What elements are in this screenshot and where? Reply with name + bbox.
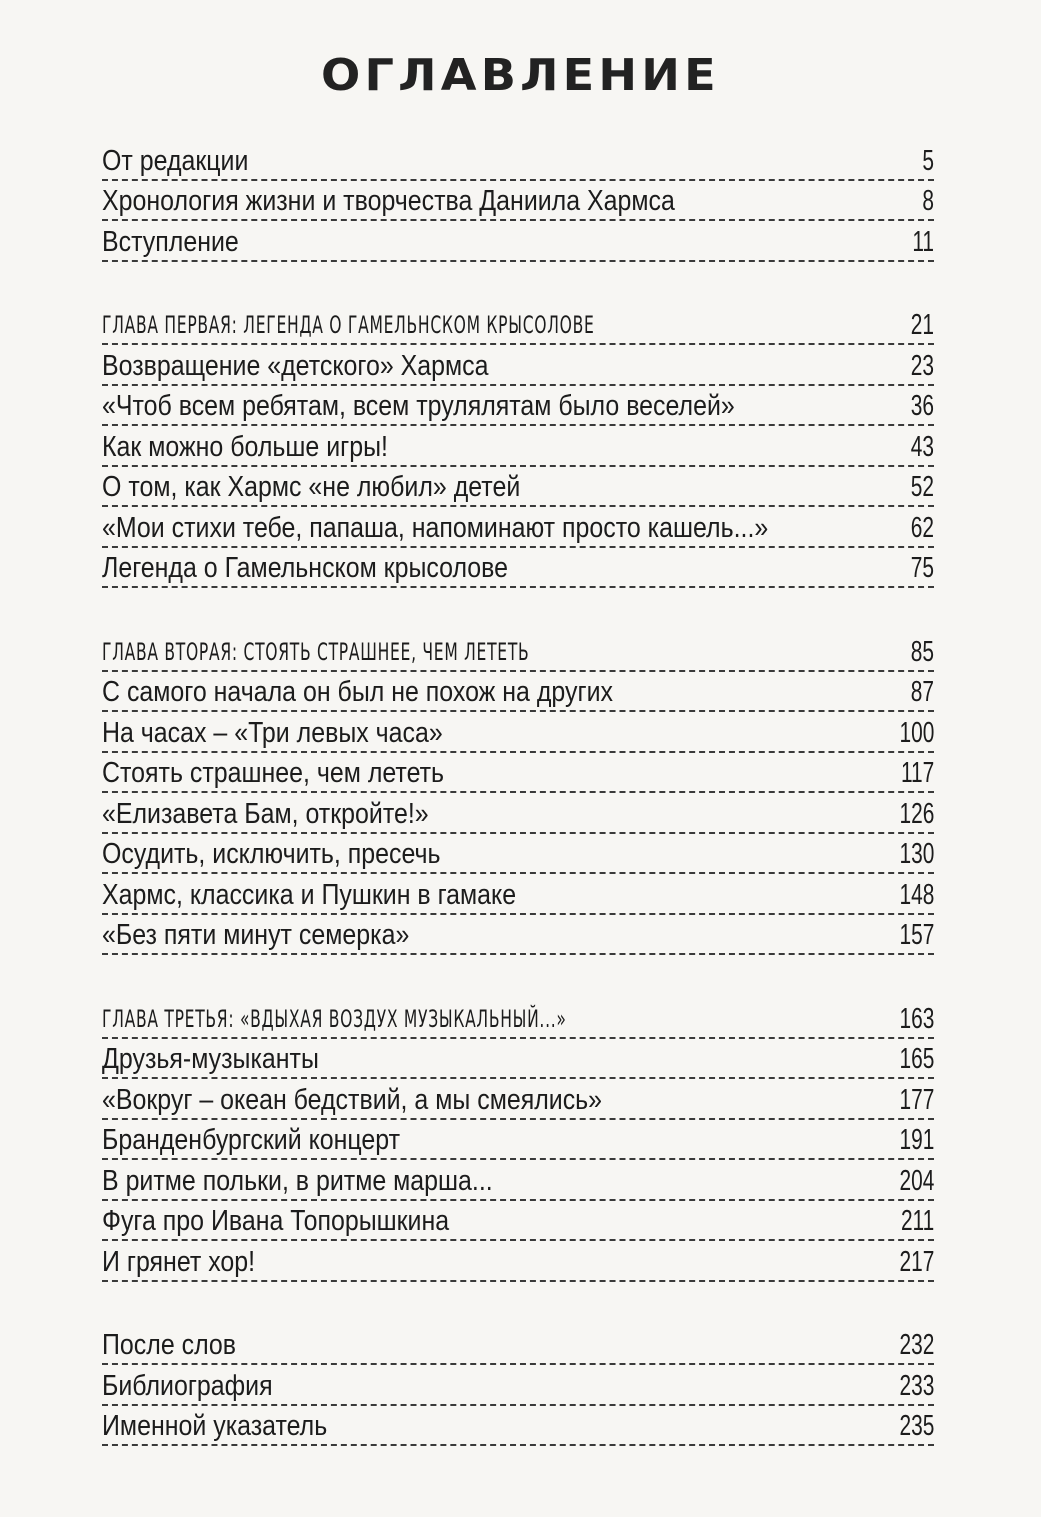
entry-title: Библиография — [102, 1369, 273, 1402]
toc-entry — [102, 1241, 934, 1282]
entry-title: «Чтоб всем ребятам, всем трулялятам было веселей» — [102, 390, 735, 422]
page-number: 217 — [899, 1245, 934, 1278]
page-number: 8 — [922, 185, 934, 217]
toc-section — [102, 631, 934, 955]
toc-entry — [102, 793, 934, 834]
page-number: 21 — [910, 309, 934, 341]
entry-title: После слов — [102, 1329, 237, 1361]
entry-title: Друзья-музыканты — [102, 1043, 319, 1075]
entry-title: «Елизавета Бам, откройте!» — [102, 797, 429, 830]
toc-entry — [102, 221, 934, 262]
page-number: 148 — [899, 878, 934, 911]
toc-chapter-heading — [102, 631, 934, 672]
page-number: 211 — [900, 1205, 934, 1237]
entry-title: На часах – «Три левых часа» — [102, 716, 443, 749]
table-of-contents — [102, 140, 934, 1446]
page-number: 177 — [899, 1083, 934, 1116]
page-number: 163 — [899, 1002, 934, 1035]
section-gap — [102, 955, 934, 998]
toc-entry — [102, 426, 934, 467]
toc-entry — [102, 386, 934, 427]
page-number: 75 — [910, 552, 934, 584]
toc-entry — [102, 1325, 934, 1366]
entry-title: «Без пяти минут семерка» — [102, 919, 410, 951]
page-title: ОГЛАВЛЕНИЕ — [321, 50, 720, 101]
toc-section — [102, 140, 934, 262]
page-number: 191 — [899, 1124, 934, 1156]
entry-title: О том, как Хармс «не любил» детей — [102, 471, 521, 503]
page-number: 165 — [899, 1043, 934, 1075]
toc-chapter-heading — [102, 305, 934, 346]
toc-entry — [102, 1160, 934, 1201]
page-number: 43 — [910, 430, 934, 463]
entry-title: Вступление — [102, 225, 239, 258]
toc-entry — [102, 548, 934, 589]
entry-title: «Мои стихи тебе, папаша, напоминают просто кашель...» — [102, 511, 769, 544]
page-number: 204 — [899, 1164, 934, 1197]
toc-entry — [102, 1079, 934, 1120]
entry-title: В ритме польки, в ритме марша... — [102, 1164, 493, 1197]
entry-title: Стоять страшнее, чем лететь — [102, 757, 445, 789]
page-number: 100 — [899, 716, 934, 749]
entry-title: От редакции — [102, 144, 249, 177]
page-number: 235 — [899, 1410, 934, 1442]
entry-title: Именной указатель — [102, 1410, 328, 1442]
toc-section — [102, 305, 934, 589]
toc-entry — [102, 140, 934, 181]
toc-entry — [102, 1120, 934, 1161]
page-number: 117 — [900, 757, 934, 789]
toc-entry — [102, 753, 934, 794]
entry-title: Возвращение «детского» Хармса — [102, 349, 489, 382]
page-number: 85 — [910, 635, 934, 668]
toc-entry — [102, 672, 934, 713]
entry-title: Осудить, исключить, пресечь — [102, 838, 441, 870]
page-number: 233 — [899, 1369, 934, 1402]
page-number: 36 — [910, 390, 934, 422]
toc-entry — [102, 915, 934, 956]
toc-entry — [102, 507, 934, 548]
toc-section — [102, 998, 934, 1282]
toc-chapter-heading — [102, 998, 934, 1039]
entry-title: Легенда о Гамельнском крысолове — [102, 552, 509, 584]
toc-entry — [102, 345, 934, 386]
section-gap — [102, 588, 934, 631]
entry-title: Бранденбургский концерт — [102, 1124, 401, 1156]
page-number: 5 — [922, 144, 934, 177]
toc-section — [102, 1325, 934, 1447]
page-number: 23 — [910, 349, 934, 382]
toc-entry — [102, 467, 934, 508]
entry-title: С самого начала он был не похож на других — [102, 676, 613, 708]
page-number: 62 — [910, 511, 934, 544]
entry-title: Хронология жизни и творчества Даниила Хармса — [102, 185, 675, 217]
toc-entry — [102, 1406, 934, 1447]
toc-entry — [102, 181, 934, 222]
chapter-title: ГЛАВА ВТОРАЯ: СТОЯТЬ СТРАШНЕЕ, ЧЕМ ЛЕТЕТЬ — [102, 637, 530, 666]
chapter-title: ГЛАВА ТРЕТЬЯ: «ВДЫХАЯ ВОЗДУХ МУЗЫКАЛЬНЫЙ...» — [102, 1004, 567, 1033]
entry-title: Фуга про Ивана Топорышкина — [102, 1205, 450, 1237]
toc-entry — [102, 1201, 934, 1242]
page-number: 11 — [912, 225, 934, 258]
section-gap — [102, 1282, 934, 1325]
page-number: 126 — [899, 797, 934, 830]
page-number: 157 — [899, 919, 934, 951]
entry-title: «Вокруг – океан бедствий, а мы смеялись» — [102, 1083, 603, 1116]
toc-entry — [102, 834, 934, 875]
entry-title: И грянет хор! — [102, 1245, 256, 1278]
toc-entry — [102, 874, 934, 915]
page-number: 52 — [910, 471, 934, 503]
entry-title: Хармс, классика и Пушкин в гамаке — [102, 878, 517, 911]
toc-entry — [102, 712, 934, 753]
toc-entry — [102, 1365, 934, 1406]
entry-title: Как можно больше игры! — [102, 430, 388, 463]
page-number: 232 — [899, 1329, 934, 1361]
section-gap — [102, 262, 934, 305]
page-number: 130 — [899, 838, 934, 870]
toc-entry — [102, 1039, 934, 1080]
page-number: 87 — [910, 676, 934, 708]
chapter-title: ГЛАВА ПЕРВАЯ: ЛЕГЕНДА О ГАМЕЛЬНСКОМ КРЫСОЛОВЕ — [102, 311, 595, 339]
